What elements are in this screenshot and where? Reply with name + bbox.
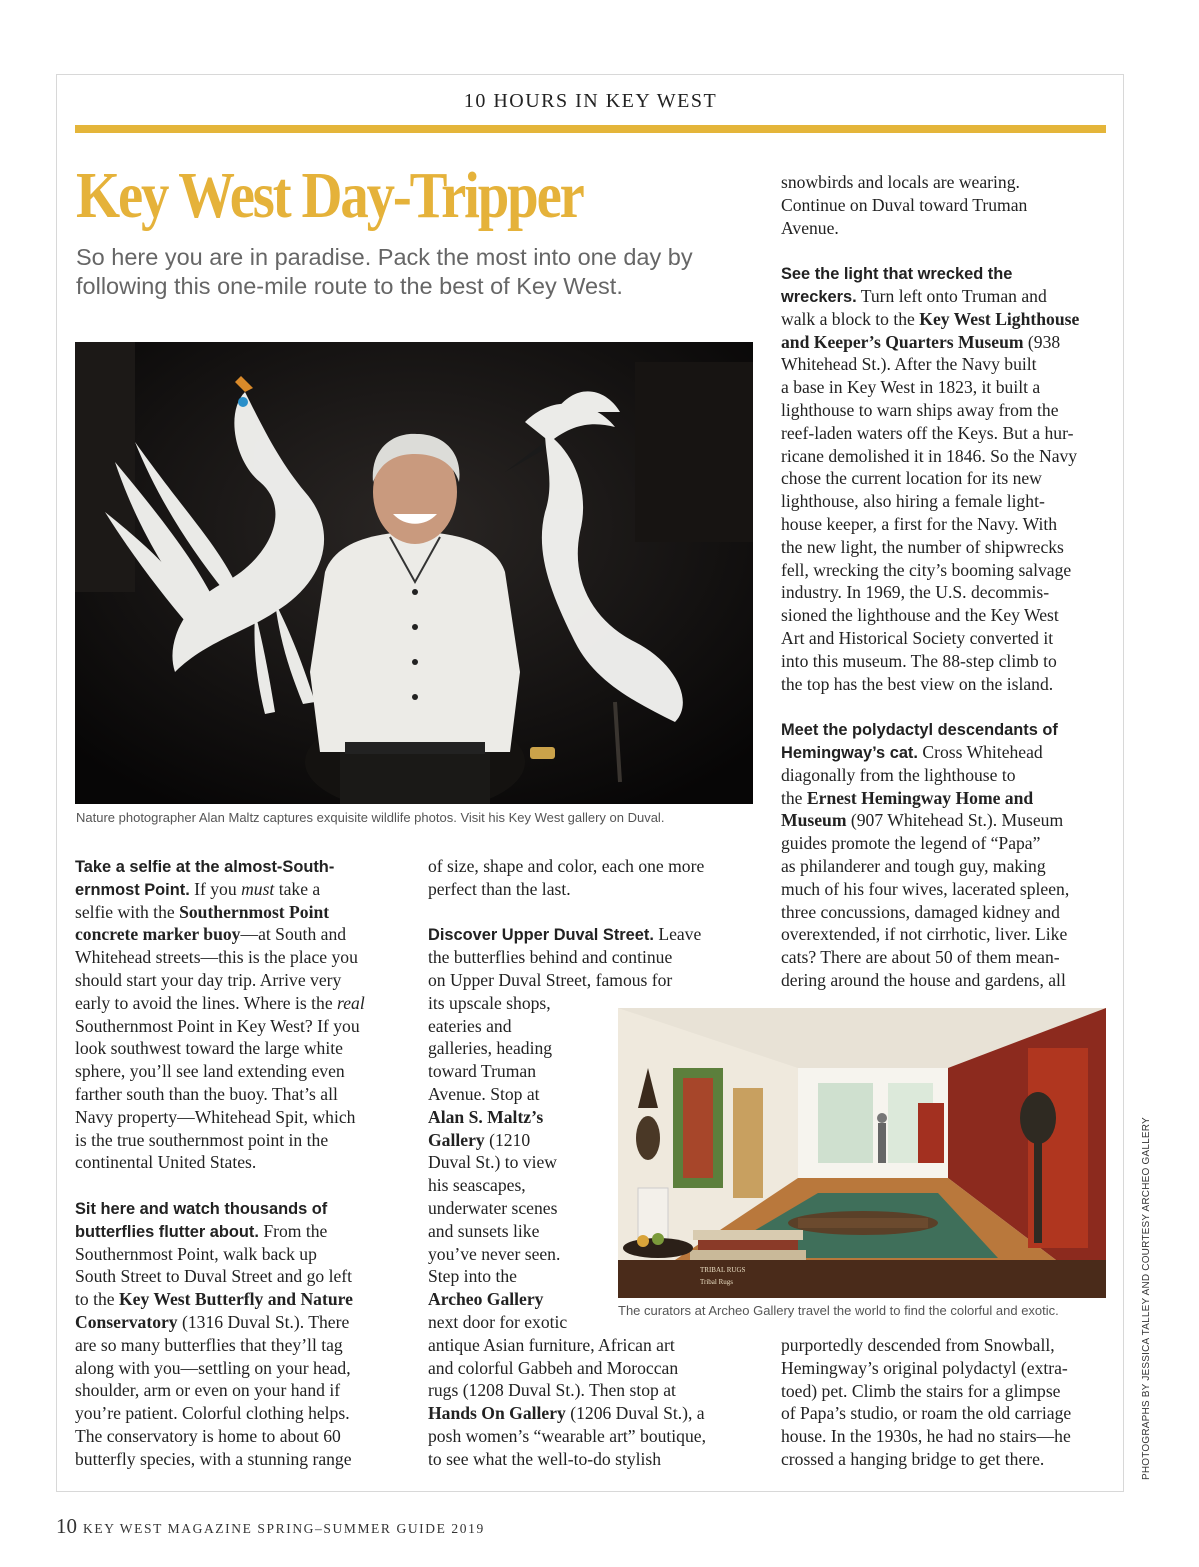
text-line: Hemingway’s cat. Cross Whitehead — [781, 741, 1043, 762]
text-line: Continue on Duval toward Truman — [781, 194, 1028, 215]
text-line: the new light, the number of shipwrecks — [781, 536, 1064, 557]
text-line: selfie with the Southernmost Point — [75, 901, 330, 922]
text-line: Hands On Gallery (1206 Duval St.), a — [428, 1403, 705, 1424]
text-line: on Upper Duval Street, famous for — [428, 969, 673, 990]
text-line: Discover Upper Duval Street. Leave — [428, 924, 702, 945]
text-line: chose the current location for its new — [781, 468, 1042, 489]
text-line: diagonally from the lighthouse to — [781, 764, 1016, 785]
text-line: Southernmost Point, walk back up — [75, 1243, 317, 1264]
section-header: 10 HOURS IN KEY WEST — [463, 90, 718, 112]
text-line: Archeo Gallery — [428, 1289, 544, 1310]
text-line: Art and Historical Society converted it — [781, 627, 1054, 648]
photographer-photo — [75, 342, 753, 804]
text-line: perfect than the last. — [428, 878, 571, 899]
text-line: Southernmost Point in Key West? If you — [75, 1015, 360, 1036]
text-line: next door for exotic — [428, 1311, 568, 1332]
text-line: purportedly descended from Snowball, — [781, 1335, 1055, 1355]
text-line: fell, wrecking the city’s booming salvage — [781, 559, 1072, 580]
text-line: shoulder, arm or even on your hand if — [75, 1380, 341, 1401]
text-line: underwater scenes — [428, 1197, 558, 1218]
text-line: toed) pet. Climb the stairs for a glimpse — [781, 1380, 1061, 1401]
text-line: to see what the well-to-do stylish — [428, 1448, 662, 1469]
deck-line: So here you are in paradise. Pack the most into one day by — [76, 244, 693, 270]
page-number: 10 — [56, 1514, 77, 1538]
body-column-1 — [75, 855, 365, 1471]
text-line: ricane demolished it in 1846. So the Navy — [781, 445, 1078, 466]
text-line: early to avoid the lines. Where is the real — [75, 992, 365, 1013]
photo-caption: Nature photographer Alan Maltz captures exquisite wildlife photos. Visit his Key West gallery on Duval. — [76, 810, 665, 825]
text-line: Whitehead St.). After the Navy built — [781, 354, 1037, 375]
text-line: reef-laden waters off the Keys. But a hur- — [781, 422, 1074, 443]
text-line: snowbirds and locals are wearing. — [781, 172, 1020, 192]
text-line: sphere, you’ll see land extending even — [75, 1061, 345, 1082]
text-line: ernmost Point. If you must take a — [75, 878, 321, 899]
body-column-2 — [428, 855, 706, 1471]
text-line: Hemingway’s original polydactyl (extra- — [781, 1357, 1068, 1378]
text-line: and Keeper’s Quarters Museum (938 — [781, 331, 1061, 352]
text-line: dering around the house and gardens, all — [781, 969, 1066, 990]
text-line: Avenue. — [781, 217, 839, 238]
text-line: Museum (907 Whitehead St.). Museum — [781, 810, 1064, 831]
book-spine-label: Tribal Rugs — [700, 1278, 734, 1286]
text-line: South Street to Duval Street and go left — [75, 1266, 353, 1287]
text-line: along with you—settling on your head, — [75, 1357, 351, 1378]
photo-caption: The curators at Archeo Gallery travel the world to find the colorful and exotic. — [618, 1303, 1059, 1318]
text-line: Navy property—Whitehead Spit, which — [75, 1106, 356, 1127]
text-line: look southwest toward the large white — [75, 1038, 343, 1059]
text-line: See the light that wrecked the — [781, 265, 1013, 284]
text-line: butterflies flutter about. From the — [75, 1220, 328, 1241]
body-column-3-continued — [781, 1334, 1071, 1471]
text-line: and sunsets like — [428, 1220, 540, 1241]
text-line: the Ernest Hemingway Home and — [781, 787, 1034, 808]
text-line: Meet the polydactyl descendants of — [781, 721, 1058, 740]
text-line: Alan S. Maltz’s — [428, 1106, 544, 1127]
text-line: Conservatory (1316 Duval St.). There — [75, 1311, 350, 1332]
text-line: Step into the — [428, 1266, 517, 1287]
text-line: into this museum. The 88-step climb to — [781, 650, 1057, 671]
text-line: walk a block to the Key West Lighthouse — [781, 308, 1080, 329]
text-line: house keeper, a first for the Navy. With — [781, 513, 1058, 534]
photo-credit: PHOTOGRAPHS BY JESSICA TALLEY AND COURTESY ARCHEO GALLERY — [1141, 1117, 1152, 1480]
text-line: the top has the best view on the island. — [781, 673, 1054, 694]
text-line: Avenue. Stop at — [428, 1083, 540, 1104]
page-footer — [56, 1514, 485, 1539]
text-line: its upscale shops, — [428, 992, 551, 1013]
text-line: lighthouse, also hiring a female light- — [781, 491, 1045, 512]
text-line: wreckers. Turn left onto Truman and — [781, 285, 1047, 306]
text-line: should start your day trip. Arrive very — [75, 969, 342, 990]
text-line: Gallery (1210 — [428, 1129, 531, 1150]
text-line: sioned the lighthouse and the Key West — [781, 605, 1059, 626]
article-title: Key West Day-Tripper — [76, 159, 583, 232]
text-line: toward Truman — [428, 1061, 537, 1082]
text-line: concrete marker buoy—at South and — [75, 924, 347, 945]
text-line: posh women’s “wearable art” boutique, — [428, 1425, 706, 1446]
body-column-3 — [781, 171, 1079, 992]
text-line: industry. In 1969, the U.S. decommis- — [781, 582, 1050, 603]
text-line: overextended, if not cirrhotic, liver. Like — [781, 924, 1068, 945]
text-line: you’re patient. Colorful clothing helps. — [75, 1403, 350, 1424]
book-spine-label: TRIBAL RUGS — [700, 1266, 746, 1274]
text-line: The conservatory is home to about 60 — [75, 1425, 341, 1446]
text-line: Sit here and watch thousands of — [75, 1199, 328, 1218]
text-line: his seascapes, — [428, 1175, 526, 1196]
text-line: rugs (1208 Duval St.). Then stop at — [428, 1380, 676, 1401]
text-line: a base in Key West in 1823, it built a — [781, 377, 1041, 398]
text-line: antique Asian furniture, African art — [428, 1334, 675, 1355]
article-deck — [76, 243, 766, 301]
text-line: eateries and — [428, 1015, 512, 1036]
accent-rule — [75, 125, 1106, 133]
publication-name: KEY WEST MAGAZINE SPRING–SUMMER GUIDE 2019 — [83, 1521, 485, 1536]
text-line: three concussions, damaged kidney and — [781, 901, 1060, 922]
text-line: lighthouse to warn ships away from the — [781, 399, 1059, 420]
photographer-illustration — [75, 342, 753, 804]
text-line: house. In the 1930s, he had no stairs—he — [781, 1426, 1071, 1447]
text-line: you’ve never seen. — [428, 1243, 561, 1264]
text-line: Take a selfie at the almost-South- — [75, 858, 335, 876]
text-line: and colorful Gabbeh and Moroccan — [428, 1357, 679, 1378]
text-line: much of his four wives, lacerated spleen, — [781, 878, 1070, 899]
text-line: Duval St.) to view — [428, 1152, 558, 1173]
text-line: crossed a hanging bridge to get there. — [781, 1448, 1045, 1469]
text-line: cats? There are about 50 of them mean- — [781, 947, 1060, 968]
text-line: guides promote the legend of “Papa” — [781, 833, 1041, 854]
text-line: continental United States. — [75, 1152, 257, 1173]
text-line: of size, shape and color, each one more — [428, 856, 705, 876]
text-line: is the true southernmost point in the — [75, 1129, 329, 1150]
deck-line: following this one-mile route to the best of Key West. — [76, 273, 623, 299]
text-line: Whitehead streets—this is the place you — [75, 947, 358, 968]
text-line: of Papa’s studio, or roam the old carriage — [781, 1403, 1072, 1424]
text-line: butterfly species, with a stunning range — [75, 1448, 352, 1469]
text-line: are so many butterflies that they’ll tag — [75, 1334, 343, 1355]
text-line: galleries, heading — [428, 1038, 553, 1059]
text-line: the butterflies behind and continue — [428, 947, 673, 968]
text-line: farther south than the buoy. That’s all — [75, 1083, 338, 1104]
text-line: to the Key West Butterfly and Nature — [75, 1289, 353, 1310]
text-line: as philanderer and tough guy, making — [781, 855, 1046, 876]
